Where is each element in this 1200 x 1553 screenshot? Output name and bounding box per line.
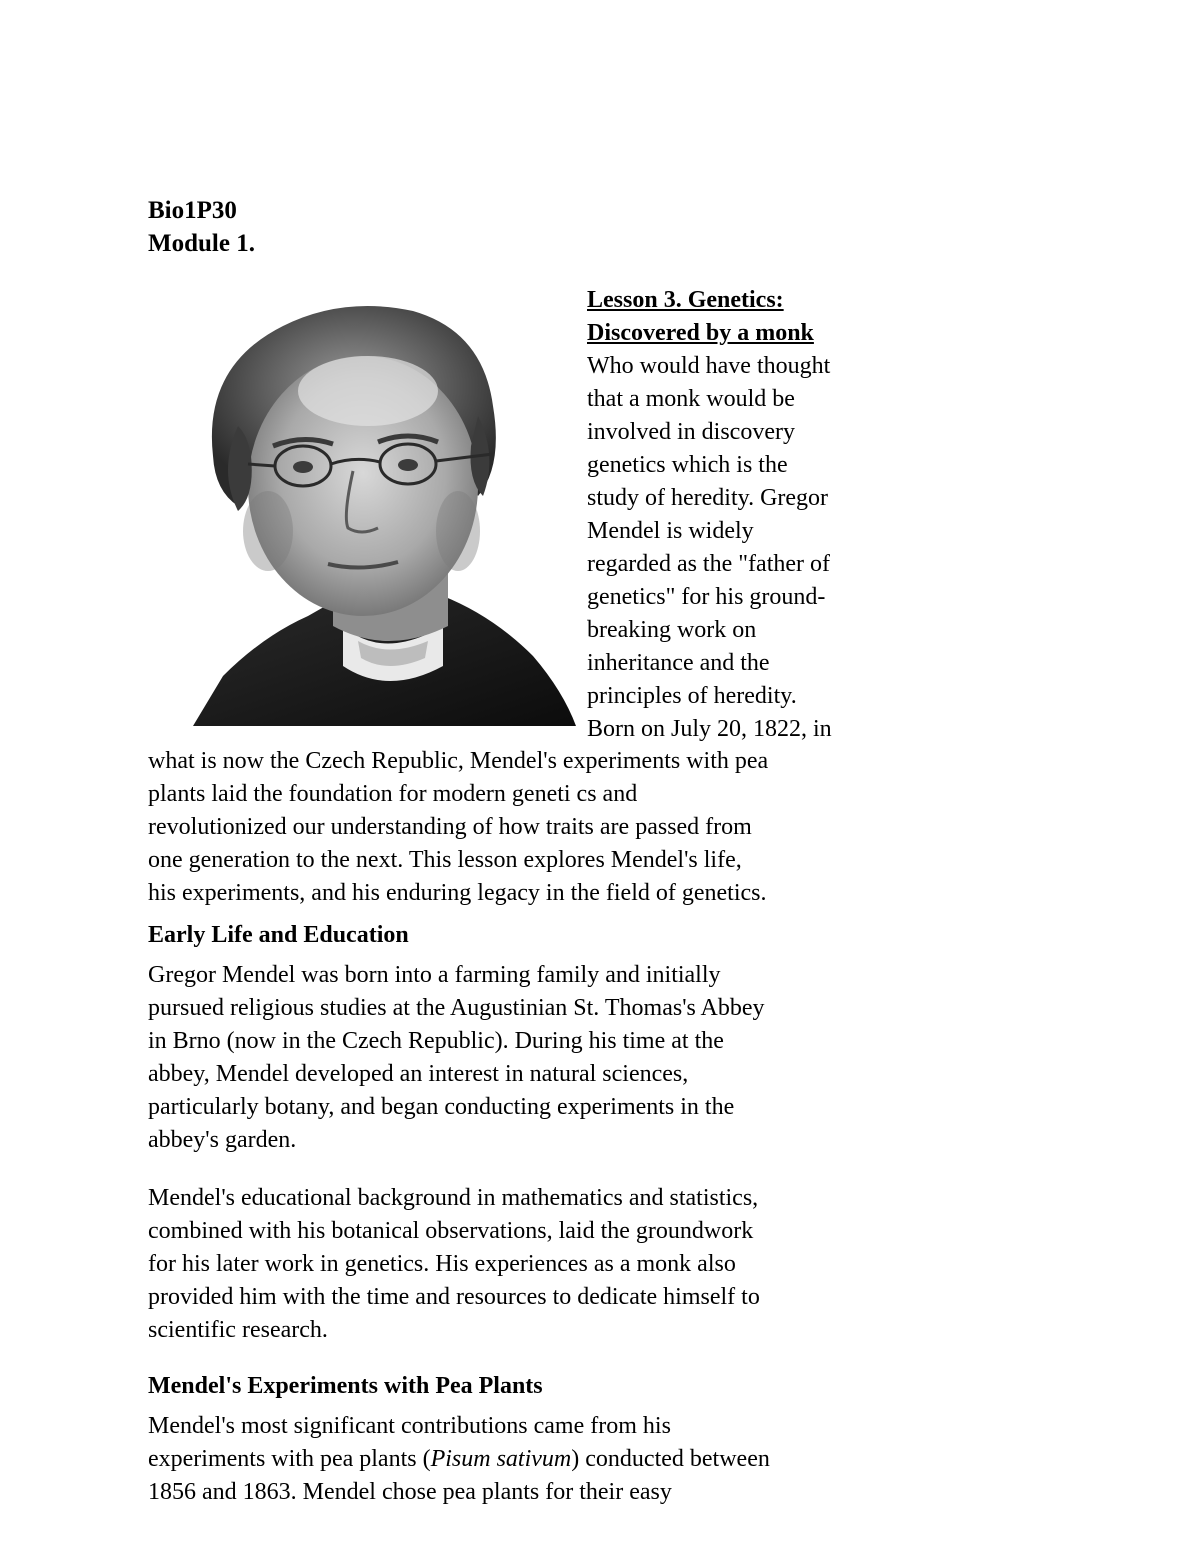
intro-line: regarded as the "father of: [587, 551, 830, 577]
intro-line: inheritance and the: [587, 650, 770, 676]
module-label: Module 1.: [148, 230, 255, 257]
lesson-title-line-2: Discovered by a monk: [587, 320, 814, 346]
intro-line: genetics which is the: [587, 452, 788, 478]
intro-line: that a monk would be: [587, 386, 795, 412]
intro-continued-paragraph: [148, 745, 888, 910]
intro-line: study of heredity. Gregor: [587, 485, 829, 511]
paragraph-line: plants laid the foundation for modern geneti cs and: [148, 781, 638, 807]
text-segment: ) conducted between: [571, 1446, 770, 1472]
paragraph-line: pursued religious studies at the Augustinian St. Thomas's Abbey: [148, 995, 765, 1021]
paragraph-line: 1856 and 1863. Mendel chose pea plants for their easy: [148, 1479, 672, 1505]
paragraph-line: revolutionized our understanding of how traits are passed from: [148, 814, 752, 840]
paragraph-line: Gregor Mendel was born into a farming family and initially: [148, 962, 721, 988]
paragraph-line: one generation to the next. This lesson explores Mendel's life,: [148, 847, 742, 873]
intro-line: genetics" for his ground-: [587, 584, 826, 610]
text-segment: experiments with pea plants (: [148, 1446, 431, 1472]
intro-line: Who would have thought: [587, 353, 831, 379]
paragraph-line: in Brno (now in the Czech Republic). During his time at the: [148, 1028, 724, 1054]
intro-line: Born on July 20, 1822, in: [587, 716, 832, 742]
lesson-title-line-1: Lesson 3. Genetics:: [587, 287, 784, 313]
intro-line: involved in discovery: [587, 419, 795, 445]
paragraph-line: for his later work in genetics. His experiences as a monk also: [148, 1251, 736, 1277]
paragraph-line: combined with his botanical observations, laid the groundwork: [148, 1218, 754, 1244]
early-life-paragraph-2: [148, 1182, 888, 1347]
intro-line: principles of heredity.: [587, 683, 797, 709]
intro-line: breaking work on: [587, 617, 757, 643]
paragraph-line: Mendel's educational background in mathematics and statistics,: [148, 1185, 759, 1211]
portrait-image: [193, 296, 576, 726]
paragraph-line: Mendel's most significant contributions came from his: [148, 1413, 671, 1439]
experiments-paragraph: [148, 1410, 888, 1509]
paragraph-line: his experiments, and his enduring legacy in the field of genetics.: [148, 880, 767, 906]
paragraph-line: what is now the Czech Republic, Mendel's experiments with pea: [148, 748, 769, 774]
course-code: Bio1P30: [148, 197, 237, 224]
mendel-portrait: [193, 296, 576, 726]
intro-line: Mendel is widely: [587, 518, 754, 544]
early-life-paragraph-1: [148, 959, 888, 1157]
early-life-heading: Early Life and Education: [148, 922, 409, 948]
document-header: [148, 194, 255, 260]
paragraph-line: scientific research.: [148, 1317, 328, 1343]
species-name: Pisum sativum: [430, 1446, 572, 1472]
paragraph-line: particularly botany, and began conducting experiments in the: [148, 1094, 735, 1120]
paragraph-line: abbey's garden.: [148, 1127, 297, 1153]
paragraph-line: [148, 1443, 888, 1476]
lesson-intro-column: [587, 284, 887, 746]
paragraph-line: provided him with the time and resources to dedicate himself to: [148, 1284, 760, 1310]
paragraph-line: abbey, Mendel developed an interest in natural sciences,: [148, 1061, 689, 1087]
experiments-heading: Mendel's Experiments with Pea Plants: [148, 1373, 543, 1399]
